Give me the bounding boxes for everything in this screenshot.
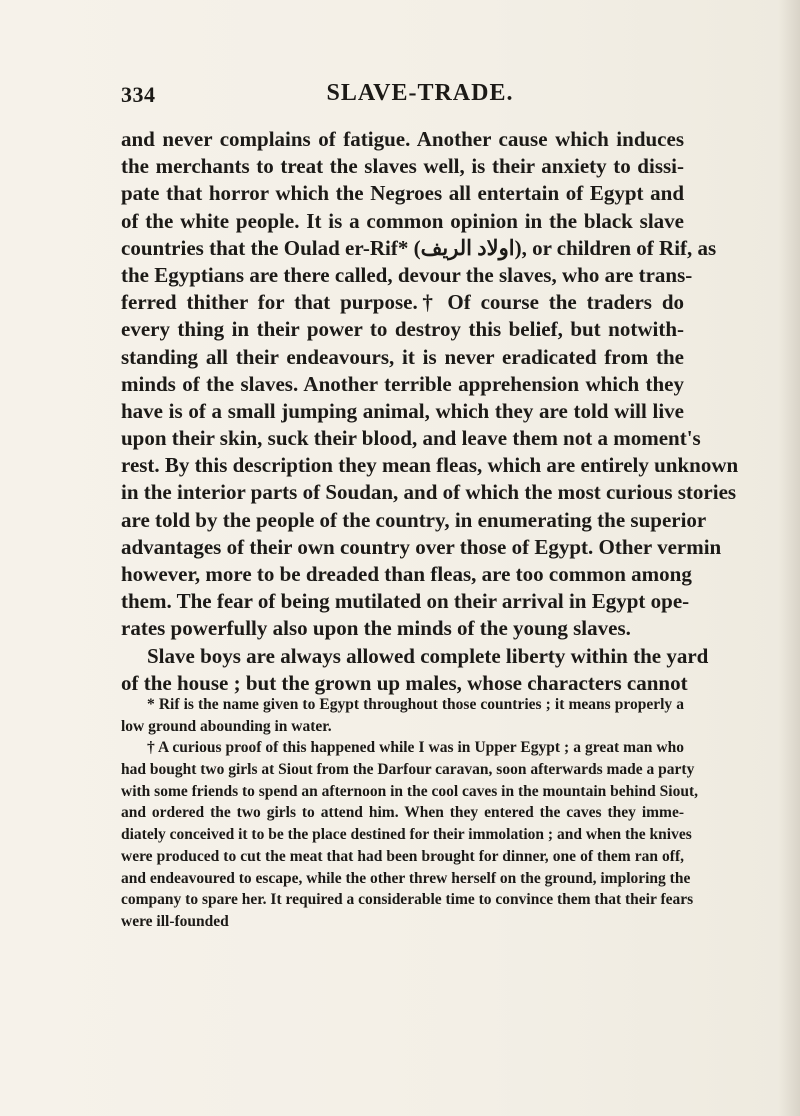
footnote-line: had bought two girls at Siout from the Darfour caravan, soon afterwards made a party: [121, 761, 695, 779]
body-text: [121, 126, 739, 697]
body-line: countries that the Oulad er-Rif* (اولاد الريف), or children of Rif, as: [121, 235, 717, 260]
footnote-line: † A curious proof of this happened while I was in Upper Egypt ; a great man who: [147, 739, 684, 757]
body-line: have is of a small jumping animal, which they are told will live: [121, 398, 684, 423]
body-line: rates powerfully also upon the minds of the young slaves.: [121, 616, 631, 641]
body-line: and never complains of fatigue. Another cause which induces: [121, 127, 684, 151]
body-line: pate that horror which the Negroes all entertain of Egypt and: [121, 181, 684, 206]
body-line: however, more to be dreaded than fleas, are too common among: [121, 562, 692, 586]
footnote-line: company to spare her. It required a considerable time to convince them that their fears: [121, 891, 694, 909]
body-line: in the interior parts of Soudan, and of which the most curious stories: [121, 480, 737, 505]
running-head: [0, 78, 800, 112]
page-number: 334: [121, 82, 156, 107]
body-line: minds of the slaves. Another terrible apprehension which they: [121, 371, 684, 396]
body-line: Slave boys are always allowed complete liberty within the yard: [147, 643, 709, 668]
body-line: rest. By this description they mean fleas, which are entirely unknown: [121, 453, 739, 478]
footnote-line: and endeavoured to escape, while the other threw herself on the ground, imploring the: [121, 869, 691, 887]
body-line: upon their skin, suck their blood, and leave them not a moment's: [121, 426, 701, 451]
footnote-line: with some friends to spend an afternoon in the cool caves in the mountain behind Siout,: [121, 782, 699, 800]
body-line: of the white people. It is a common opinion in the black slave: [121, 208, 684, 233]
body-line: ferred thither for that purpose.† Of course the traders do: [121, 290, 684, 315]
footnote-line: * Rif is the name given to Egypt throughout those countries ; it means properly a: [147, 696, 684, 713]
body-line: them. The fear of being mutilated on their arrival in Egypt ope-: [121, 589, 690, 614]
body-line: advantages of their own country over those of Egypt. Other vermin: [121, 534, 722, 559]
body-line: of the house ; but the grown up males, whose characters cannot: [121, 670, 688, 695]
body-line: every thing in their power to destroy this belief, but notwith-: [121, 317, 684, 342]
body-line: are told by the people of the country, in enumerating the superior: [121, 507, 707, 532]
page-edge-shadow: [778, 0, 800, 1116]
footnote-line: were produced to cut the meat that had been brought for dinner, one of them ran off,: [121, 847, 684, 865]
footnote-line: were ill-founded: [121, 912, 229, 930]
body-line: standing all their endeavours, it is never eradicated from the: [121, 344, 684, 369]
body-line: the merchants to treat the slaves well, is their anxiety to dissi-: [121, 154, 684, 179]
footnote-line: low ground abounding in water.: [121, 717, 332, 735]
footnotes: [121, 694, 699, 933]
body-line: the Egyptians are there called, devour the slaves, who are trans-: [121, 262, 693, 287]
footnote-line: and ordered the two girls to attend him. When they entered the caves they imme-: [121, 804, 684, 822]
running-title: SLAVE-TRADE.: [326, 80, 514, 106]
footnote-line: diately conceived it to be the place destined for their immolation ; and when the knives: [121, 826, 692, 844]
